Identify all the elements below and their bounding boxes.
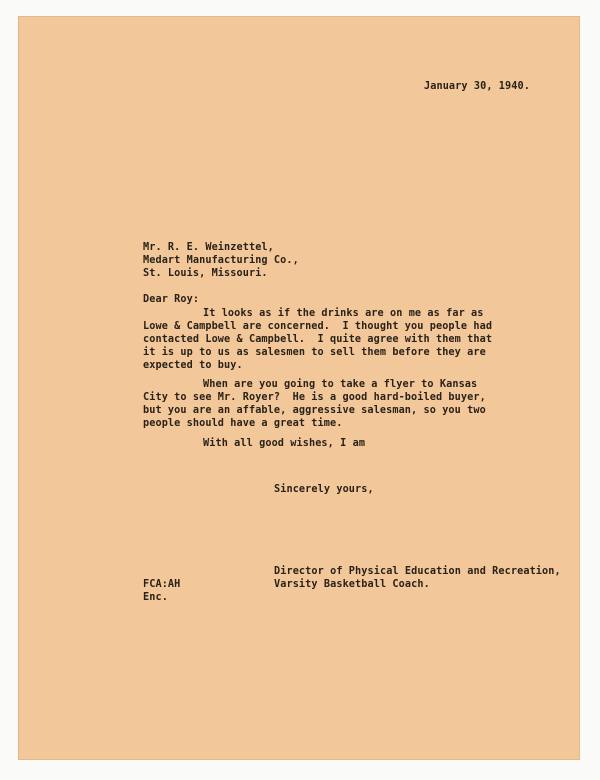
body-line: contacted Lowe & Campbell. I quite agree with them that <box>143 334 493 345</box>
body-line: but you are an affable, aggressive salesman, so you two <box>143 405 486 416</box>
enclosure-note: Enc. <box>143 592 168 603</box>
good-wishes-line: With all good wishes, I am <box>203 438 366 449</box>
body-line: it is up to us as salesmen to sell them before they are <box>143 347 486 358</box>
recipient-line: St. Louis, Missouri. <box>143 268 268 279</box>
body-line: When are you going to take a flyer to Kansas <box>203 379 478 390</box>
body-line: Lowe & Campbell are concerned. I thought you people had <box>143 321 493 332</box>
signature-title: Director of Physical Education and Recreation, <box>274 566 561 577</box>
body-line: people should have a great time. <box>143 418 343 429</box>
reference-initials: FCA:AH <box>143 579 181 590</box>
body-line: City to see Mr. Royer? He is a good hard-boiled buyer, <box>143 392 486 403</box>
recipient-line: Mr. R. E. Weinzettel, <box>143 242 274 253</box>
complimentary-closing: Sincerely yours, <box>274 484 374 495</box>
recipient-line: Medart Manufacturing Co., <box>143 255 299 266</box>
letter-date: January 30, 1940. <box>424 81 530 92</box>
body-line: It looks as if the drinks are on me as far as <box>203 308 484 319</box>
letter-page <box>18 16 580 760</box>
signature-title: Varsity Basketball Coach. <box>274 579 430 590</box>
body-line: expected to buy. <box>143 360 243 371</box>
salutation: Dear Roy: <box>143 294 200 305</box>
